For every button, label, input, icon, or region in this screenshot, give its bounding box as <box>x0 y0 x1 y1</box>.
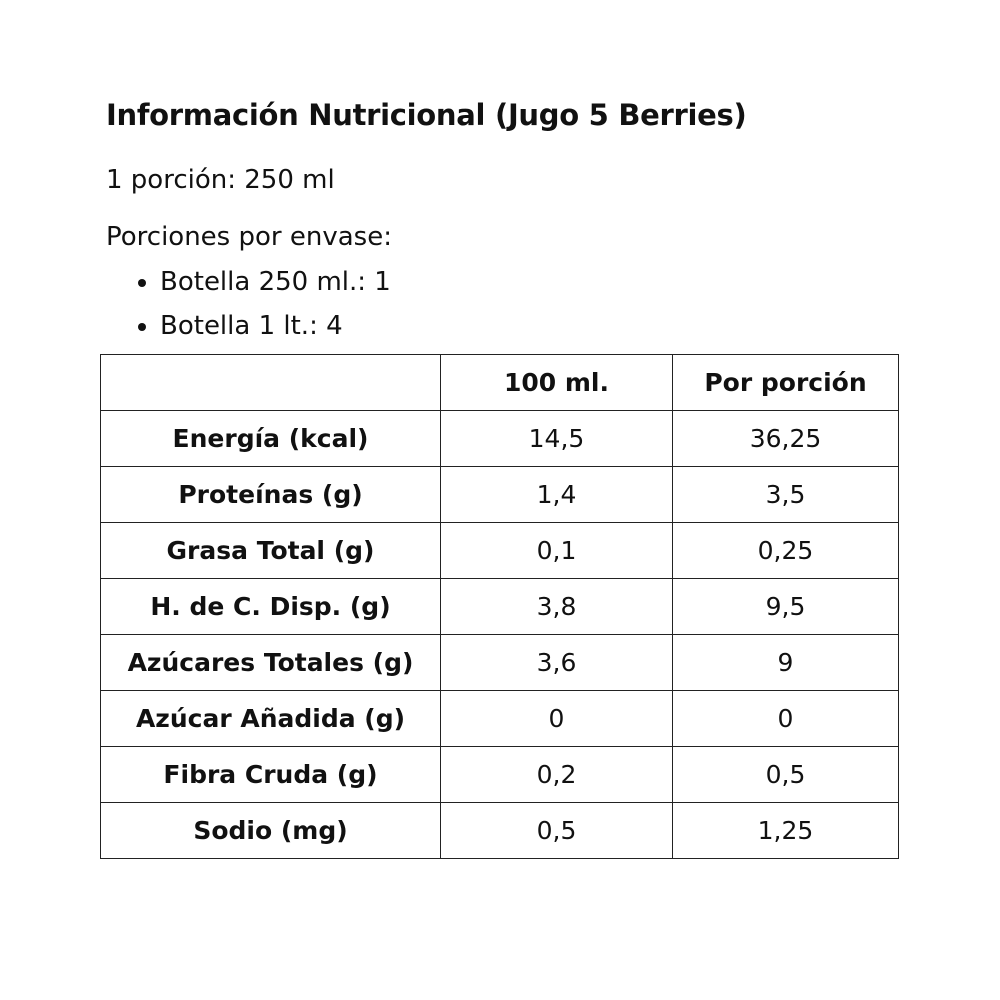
nutrient-value: 14,5 <box>441 411 673 467</box>
nutrient-value: 0,5 <box>673 747 899 803</box>
nutrient-label: Azúcar Añadida (g) <box>101 691 441 747</box>
nutrient-value: 0,25 <box>673 523 899 579</box>
table-row <box>101 411 899 467</box>
nutrition-table <box>100 354 899 859</box>
nutrient-label: Sodio (mg) <box>101 803 441 859</box>
nutrient-value: 9,5 <box>673 579 899 635</box>
portions-list <box>132 262 391 350</box>
nutrient-label: Grasa Total (g) <box>101 523 441 579</box>
table-row <box>101 523 899 579</box>
nutrient-value: 3,6 <box>441 635 673 691</box>
header-cell <box>101 355 441 411</box>
nutrient-value: 0 <box>673 691 899 747</box>
table-row <box>101 579 899 635</box>
nutrient-value: 36,25 <box>673 411 899 467</box>
portions-label: Porciones por envase: <box>106 222 392 252</box>
table-row <box>101 747 899 803</box>
list-item: • Botella 1 lt.: 4 <box>160 306 391 350</box>
serving-size: 1 porción: 250 ml <box>106 165 335 195</box>
nutrient-label: H. de C. Disp. (g) <box>101 579 441 635</box>
table-row <box>101 691 899 747</box>
nutrient-label: Proteínas (g) <box>101 467 441 523</box>
header-cell: 100 ml. <box>441 355 673 411</box>
nutrient-value: 1,25 <box>673 803 899 859</box>
table-row <box>101 803 899 859</box>
nutrient-value: 3,5 <box>673 467 899 523</box>
nutrient-label: Energía (kcal) <box>101 411 441 467</box>
nutrient-value: 1,4 <box>441 467 673 523</box>
nutrient-label: Azúcares Totales (g) <box>101 635 441 691</box>
nutrient-value: 0 <box>441 691 673 747</box>
nutrient-value: 9 <box>673 635 899 691</box>
table-row <box>101 635 899 691</box>
table-row <box>101 467 899 523</box>
nutrient-label: Fibra Cruda (g) <box>101 747 441 803</box>
nutrient-value: 0,2 <box>441 747 673 803</box>
list-item: • Botella 250 ml.: 1 <box>160 262 391 306</box>
table-header <box>101 355 899 411</box>
page-title: Información Nutricional (Jugo 5 Berries) <box>106 98 747 132</box>
header-cell: Por porción <box>673 355 899 411</box>
nutrient-value: 3,8 <box>441 579 673 635</box>
nutrient-value: 0,5 <box>441 803 673 859</box>
nutrient-value: 0,1 <box>441 523 673 579</box>
